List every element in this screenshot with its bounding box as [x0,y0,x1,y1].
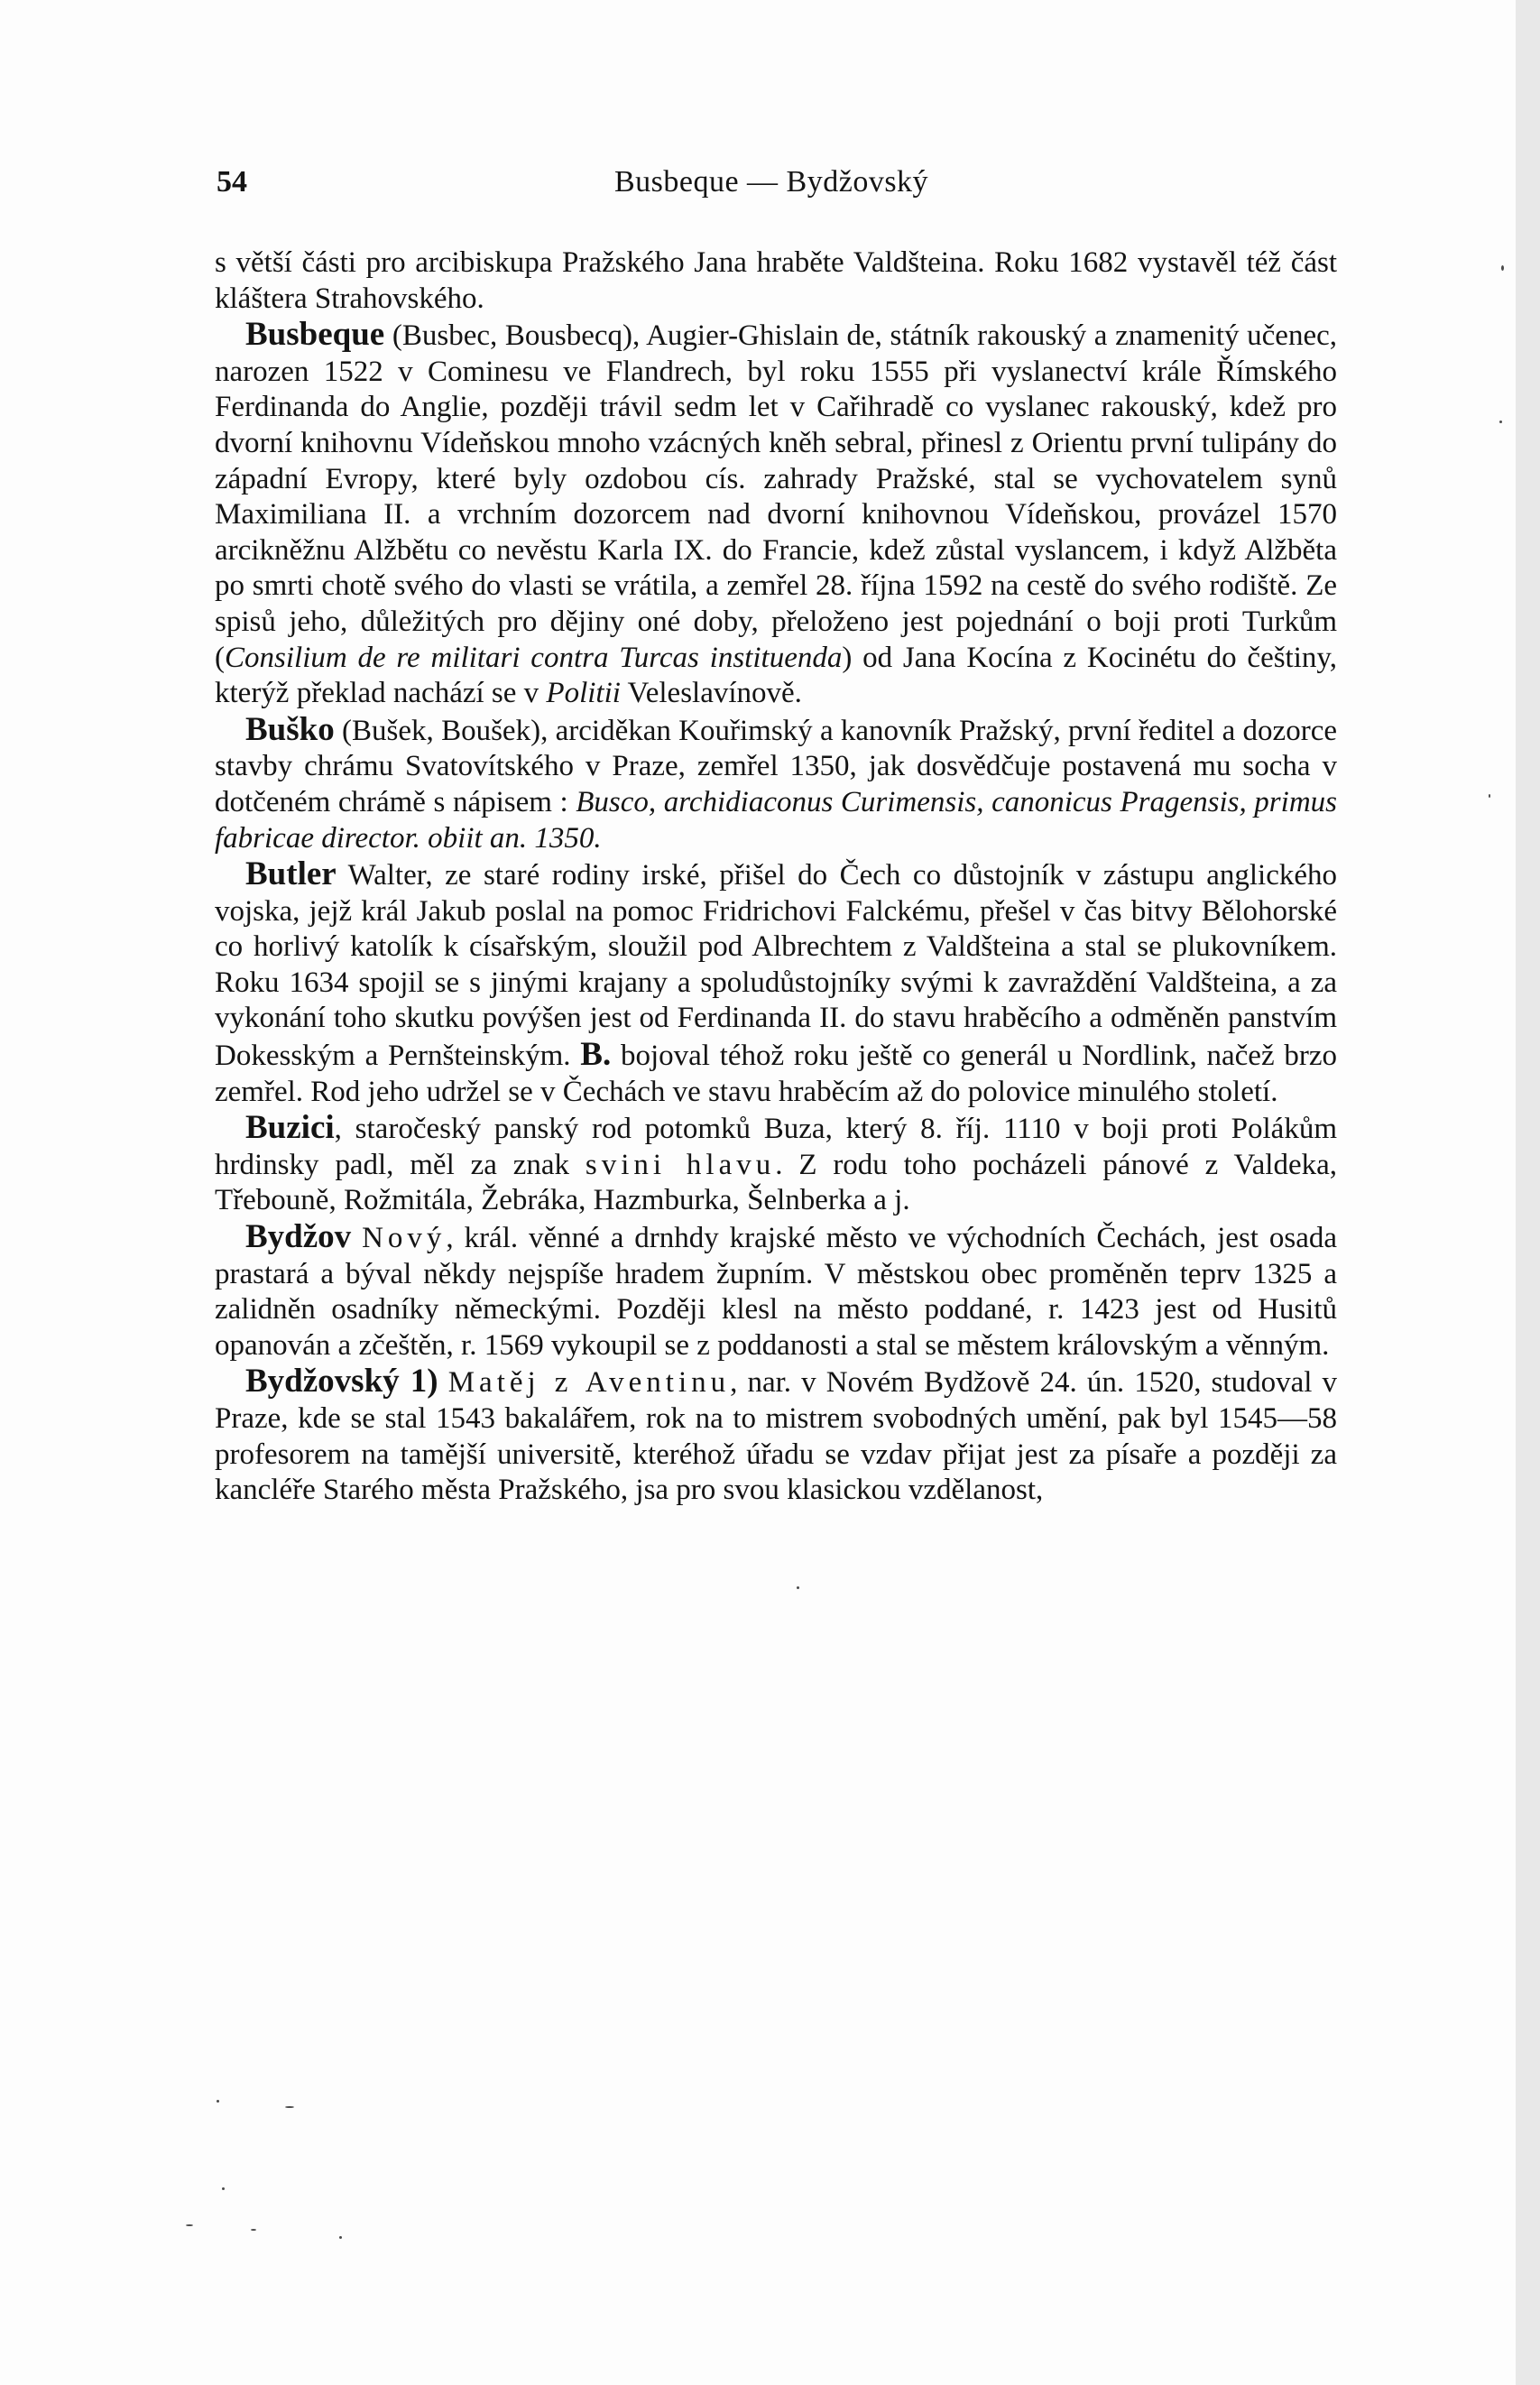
scan-speck [217,2100,219,2103]
body-text: , král. věnné a drnhdy krajské město ve východních Čechách, jest osada prastará a býval někdy nejspíše hradem župním. V městskou obec proměněn teprv 1325 a zalidněn osadníky německými. Později klesl na město poddané, r. 1423 jest od Husitů opanován a zčeštěn, r. 1569 vykoupil se z poddanosti a stal se městem královským a věnným. [215,1222,1337,1362]
body-text: (Busbec, Bousbecq), Augier-Ghislain de, státník rakouský a znamenitý učenec, narozen 1522 v Cominesu ve Flandrech, byl roku 1555 při vyslanectví krále Římského Ferdinanda do Anglie, později trávil sedm let v Cařihradě co vyslanec rakouský, kdež pro dvorní knihovnu Vídeňskou mnoho vzácných kněh sebral, přinesl z Orientu první tulipány do západní Evropy, které byly ozdobou cís. zahrady Pražské, stal se vychovatelem synů Maximiliana II. a vrchním dozorcem nad dvorní knihovnou Vídeňskou, provázel 1570 arcikněžnu Alžbětu co nevěstu Karla IX. do Francie, kdež zůstal vyslancem, i když Alžběta po smrti chotě svého do vlasti se vrátila, a zemřel 28. října 1592 na cestě do svého rodiště. Ze spisů jeho, důležitých pro dějiny oné doby, přeloženo jest pojednání o boji proti Turkům ( [215,319,1337,674]
body-text [351,1222,362,1254]
italic-text: Busco, archidiaconus Curimensis, canonicus Pragensis, primus fabricae director. obiit an. 1350. [215,785,1337,855]
entry-headword: Buško [245,710,335,748]
spaced-text: Nový [362,1222,447,1255]
body-text: (Bušek, Boušek), arciděkan Kouřimský a kanovník Pražský, první ředitel a dozorce stavby chrámu Svatovítského v Praze, zemřel 1350, jak dosvědčuje postavená mu socha v dotčeném chrámě s nápisem : [215,714,1337,818]
italic-text: Consilium de re militari contra Turcas instituenda [225,641,843,674]
body-text: Walter, ze staré rodiny irské, přišel do Čech co důstojník v zástupu anglického vojska, jejž král Jakub poslal na pomoc Fridrichovi Falckému, přešel v čas bitvy Bělohorské co horlivý katolík k císařským, sloužil pod Albrechtem z Valdšteina a stal se plukovníkem. Roku 1634 spojil se s jinými krajany a spoludůstojníky svými k zavraždění Valdšteina, a za vykonání toho skutku povýšen jest od Ferdinanda II. do stavu hraběcího a odměněn panstvím Dokesským a Pernšteinským. [215,859,1337,1073]
paragraph [215,1219,1337,1364]
body-text: ) od Jana Kocína z Kocinétu do češtiny, kterýž překlad nachází se v [215,641,1338,710]
text-body [215,245,1337,1509]
page-header [217,165,1326,205]
page-number: 54 [217,165,247,199]
body-text: s větší části pro arcibiskupa Pražského Jana hraběte Valdšteina. Roku 1682 vystavěl též část kláštera Strahovského. [215,246,1337,315]
entry-headword: B. [580,1036,612,1074]
scan-speck [1499,421,1502,423]
scan-speck [222,2187,225,2190]
entry-headword: Bydžovský 1) [245,1363,438,1400]
paragraph [215,856,1337,1110]
paragraph [215,317,1337,712]
scan-edge [1516,0,1540,2385]
entry-headword: Buzici [245,1109,335,1147]
entry-headword: Butler [245,855,337,893]
body-text [438,1366,448,1399]
paragraph [215,1364,1337,1508]
body-text: , staročeský panský rod potomků Buza, který 8. říj. 1110 v boji proti Polákům hrdinsky padl, měl za znak [215,1113,1337,1181]
italic-text: Politii [546,677,621,710]
running-head: Busbeque — Bydžovský [613,165,929,199]
scan-speck [797,1586,799,1589]
entry-headword: Busbeque [245,316,385,354]
body-text: . Z rodu toho pocházeli pánové z Valdeka, Třebouně, Rožmitála, Žebráka, Hazmburka, Šelnberka a j. [215,1148,1338,1217]
scan-speck [339,2236,342,2239]
scan-speck [1501,265,1504,271]
spaced-text: Matěj z Aventinu [447,1366,731,1400]
paragraph [215,245,1337,317]
paragraph [215,1110,1337,1219]
scan-speck [186,2224,193,2226]
scan-speck [285,2106,294,2108]
body-text: , nar. v Novém Bydžově 24. ún. 1520, studoval v Praze, kde se stal 1543 bakalářem, rok na to mistrem svobodných umění, pak byl 1545—58 profesorem na tamější universitě, kteréhož úřadu se vzdav přijat jest za písaře a později za kancléře Starého města Pražského, jsa pro svou klasickou vzdělanost, [215,1366,1338,1507]
entry-headword: Bydžov [245,1218,352,1256]
body-text: Veleslavínově. [620,677,802,710]
spaced-text: svini hlavu [585,1148,776,1181]
paragraph [215,712,1337,856]
scan-speck [1489,794,1490,798]
body-text: bojoval téhož roku ještě co generál u Nordlink, načež brzo zemřel. Rod jeho udržel se v Čechách ve stavu hraběcím až do polovice minulého století. [215,1040,1337,1108]
scan-speck [251,2229,256,2231]
